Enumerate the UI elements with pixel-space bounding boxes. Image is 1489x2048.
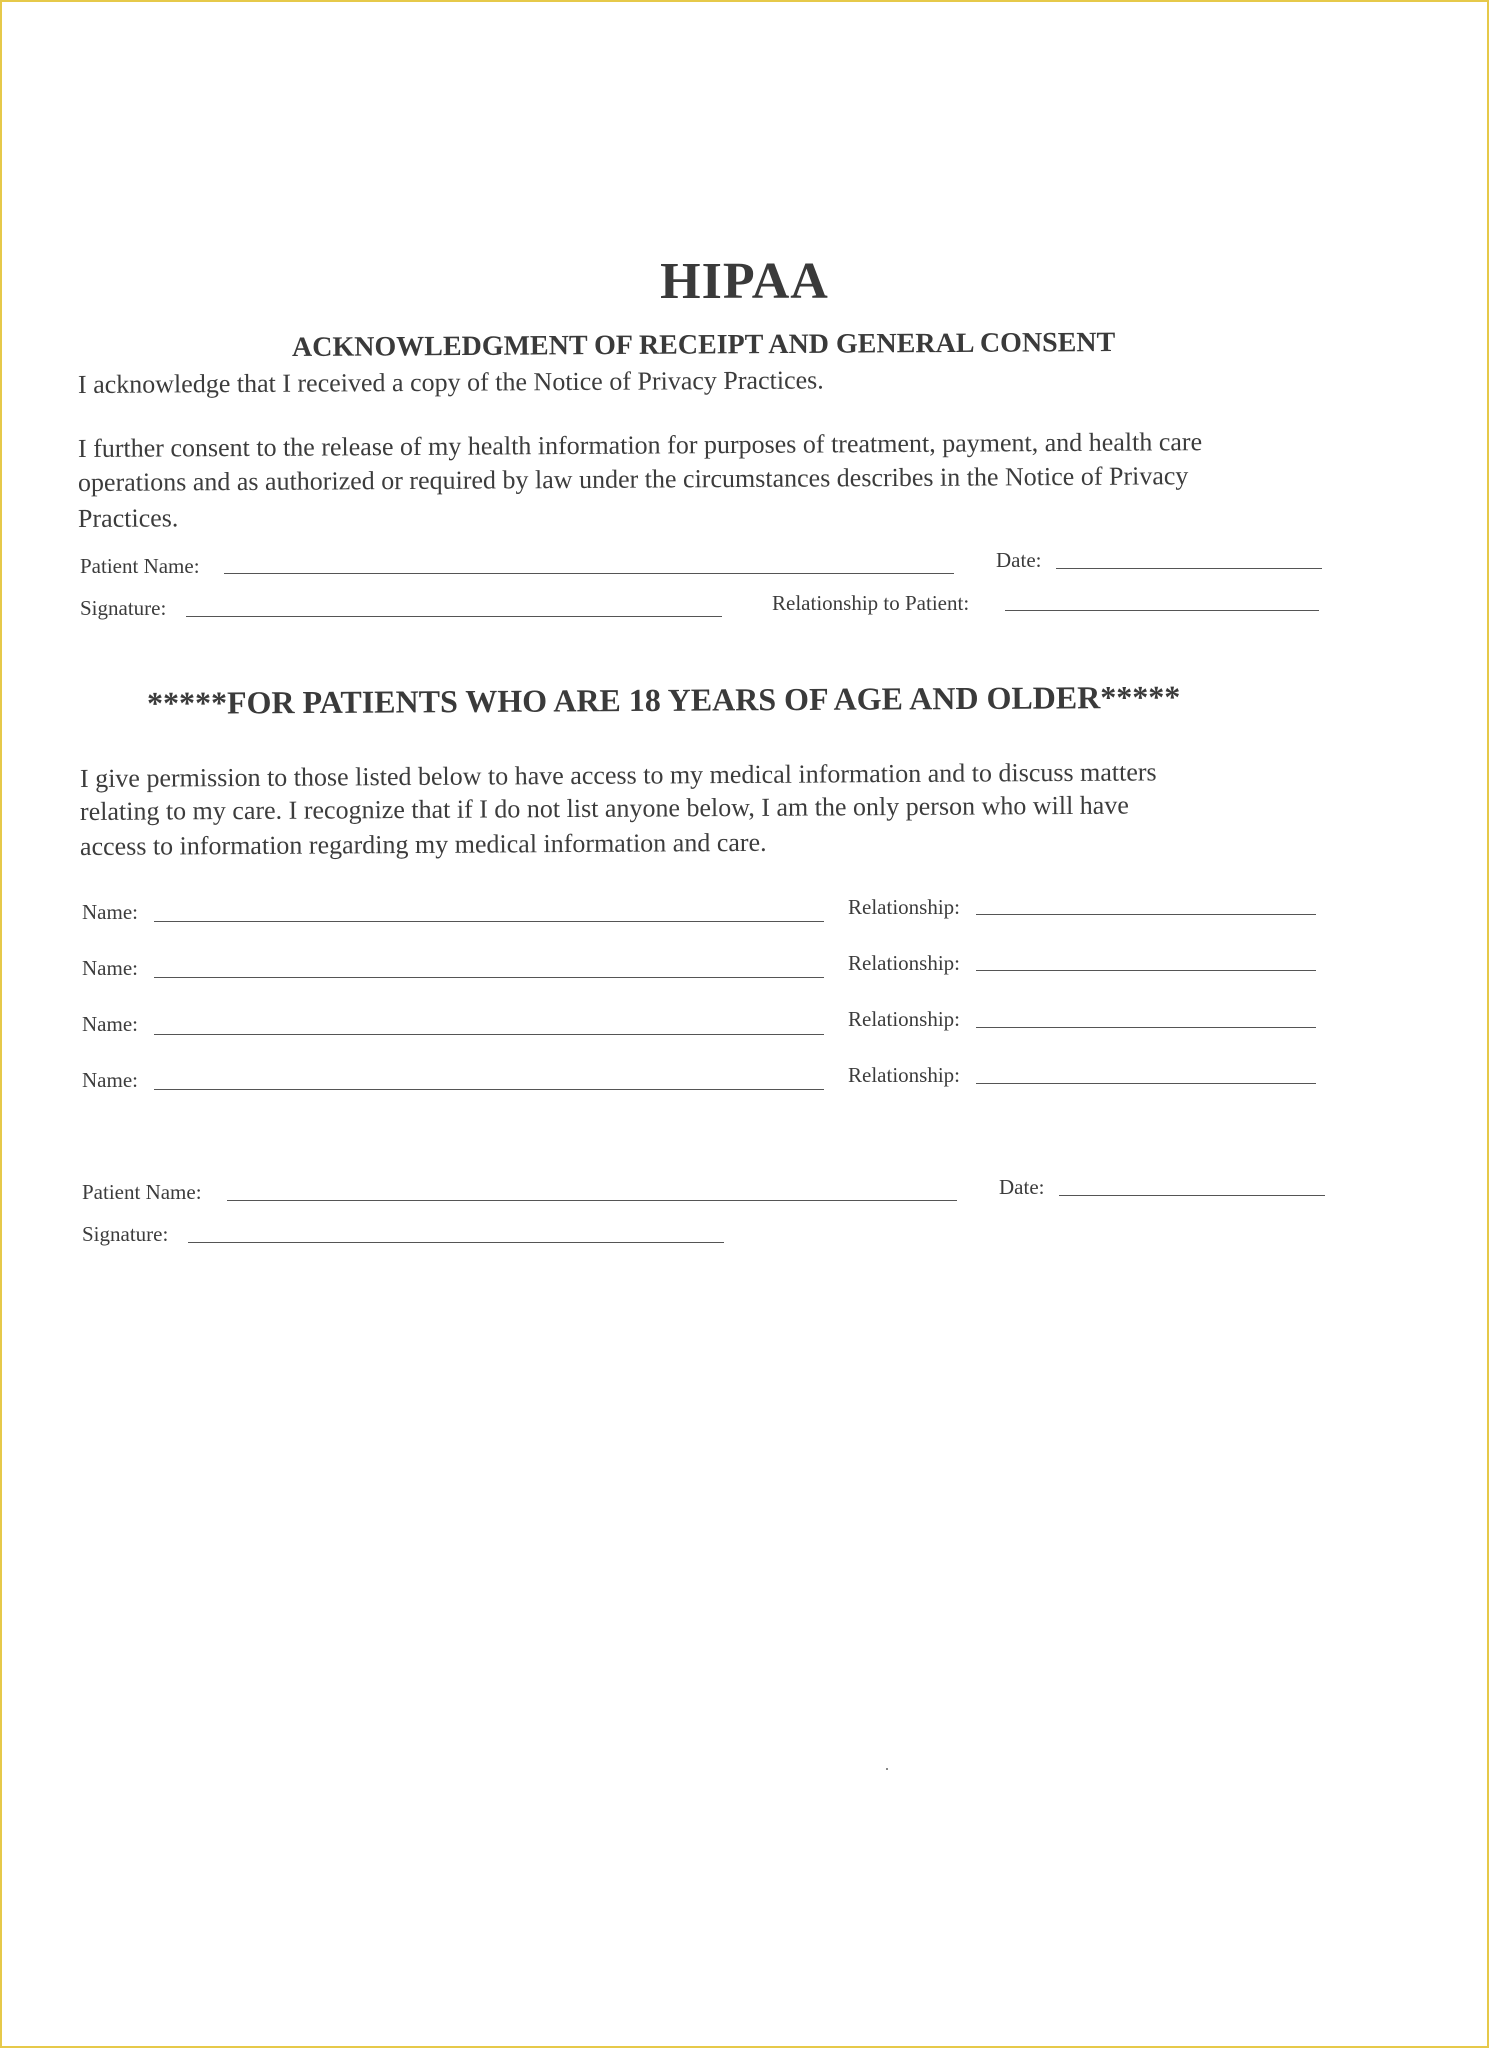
- authorized-name-label: Name:: [82, 1068, 138, 1092]
- authorized-name-field[interactable]: [154, 1034, 824, 1035]
- consent-line-3: Practices.: [77, 503, 179, 533]
- date-field[interactable]: [1056, 568, 1322, 569]
- authorized-name-field[interactable]: [154, 921, 824, 922]
- patient-name-field-2[interactable]: [227, 1200, 957, 1201]
- signature-label: Signature:: [80, 596, 167, 620]
- authorized-relationship-field[interactable]: [976, 914, 1316, 915]
- authorized-relationship-label: Relationship:: [848, 1063, 960, 1087]
- signature-field[interactable]: [186, 616, 722, 617]
- signature-label-2: Signature:: [82, 1222, 169, 1246]
- section-heading-adults: *****FOR PATIENTS WHO ARE 18 YEARS OF AGE AND OLDER*****: [146, 678, 1181, 721]
- authorized-relationship-label: Relationship:: [848, 895, 960, 919]
- document-title: HIPAA: [660, 253, 829, 310]
- authorized-relationship-field[interactable]: [976, 970, 1316, 971]
- authorized-relationship-field[interactable]: [976, 1083, 1316, 1084]
- permission-line-2: relating to my care. I recognize that if I do not list anyone below, I am the only person who will have: [79, 790, 1129, 826]
- date-field-2[interactable]: [1059, 1195, 1325, 1196]
- patient-name-label: Patient Name:: [80, 554, 200, 578]
- patient-name-field[interactable]: [224, 573, 954, 574]
- date-label-2: Date:: [999, 1175, 1045, 1199]
- authorized-name-label: Name:: [82, 900, 138, 924]
- relationship-to-patient-field[interactable]: [1005, 610, 1319, 611]
- permission-line-3: access to information regarding my medical information and care.: [79, 827, 767, 861]
- date-label: Date:: [996, 548, 1042, 572]
- authorized-relationship-field[interactable]: [976, 1027, 1316, 1028]
- authorized-relationship-label: Relationship:: [848, 1007, 960, 1031]
- acknowledgment-text: I acknowledge that I received a copy of the Notice of Privacy Practices.: [77, 365, 824, 399]
- authorized-name-field[interactable]: [154, 977, 824, 978]
- relationship-to-patient-label: Relationship to Patient:: [772, 591, 970, 615]
- patient-name-label-2: Patient Name:: [82, 1180, 202, 1204]
- authorized-name-field[interactable]: [154, 1089, 824, 1090]
- signature-field-2[interactable]: [188, 1242, 724, 1243]
- authorized-relationship-label: Relationship:: [848, 951, 960, 975]
- permission-line-1: I give permission to those listed below to have access to my medical information and to discuss matters: [79, 757, 1157, 793]
- authorized-name-label: Name:: [82, 1012, 138, 1036]
- document-subtitle: ACKNOWLEDGMENT OF RECEIPT AND GENERAL CONSENT: [291, 326, 1116, 363]
- consent-line-2: operations and as authorized or required by law under the circumstances describes in the Notice of Privacy: [77, 461, 1189, 497]
- consent-line-1: I further consent to the release of my health information for purposes of treatment, payment, and health care: [77, 427, 1203, 463]
- scan-speck: [886, 1768, 888, 1770]
- authorized-name-label: Name:: [82, 956, 138, 980]
